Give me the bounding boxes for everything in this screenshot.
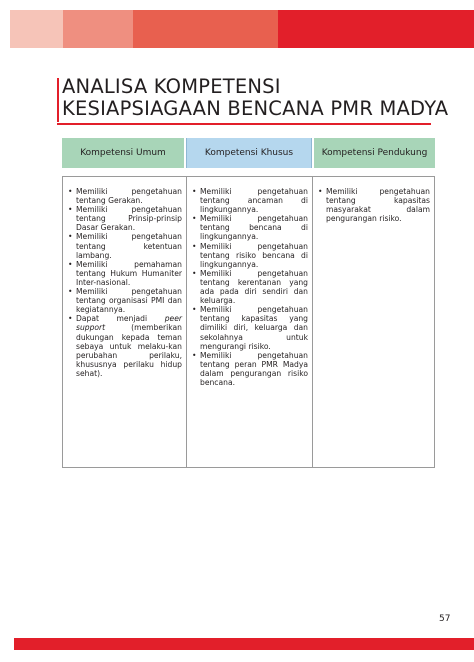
band-segment-2 bbox=[63, 10, 133, 48]
list-item: • Memiliki pengetahuan tentang peran PMR Madya dalam pengurangan risiko bencana. bbox=[192, 351, 308, 387]
list-item: • Memiliki pengetahuan tentang kapasitas masyarakat dalam pengurangan risiko. bbox=[318, 187, 430, 223]
umum-list bbox=[68, 187, 182, 378]
list-item: • Memiliki pengetahuan tentang ancaman di lingkungannya. bbox=[192, 187, 308, 214]
header-kompetensi-umum: Kompetensi Umum bbox=[62, 138, 186, 168]
header-kompetensi-khusus: Kompetensi Khusus bbox=[186, 138, 312, 168]
table-header-row bbox=[62, 138, 435, 168]
list-item: • Memiliki pengetahuan tentang kapasitas yang dimiliki diri, keluarga dan sekolahnya untuk mengurangi risiko. bbox=[192, 305, 308, 350]
title-underline bbox=[57, 123, 431, 125]
peer-support-suffix: (memberikan dukungan kepada teman sebaya untuk melaku-kan perubahan perilaku, khususnya perilaku hidup sehat). bbox=[76, 323, 182, 378]
band-segment-3 bbox=[133, 10, 278, 48]
column-kompetensi-pendukung bbox=[313, 177, 434, 467]
list-item bbox=[68, 314, 182, 378]
page-title-line-1: ANALISA KOMPETENSI bbox=[62, 75, 281, 98]
peer-support-term: peer support bbox=[76, 314, 182, 333]
list-item: • Memiliki pemahaman tentang Hukum Humaniter Inter-nasional. bbox=[68, 260, 182, 287]
peer-support-prefix: Dapat menjadi bbox=[76, 314, 165, 324]
column-kompetensi-umum bbox=[63, 177, 187, 467]
page-title-line-2: KESIAPSIAGAAN BENCANA PMR MADYA bbox=[62, 97, 449, 120]
list-item: • Memiliki pengetahuan tentang ketentuan lambang. bbox=[68, 232, 182, 259]
header-kompetensi-pendukung: Kompetensi Pendukung bbox=[312, 138, 435, 168]
column-kompetensi-khusus bbox=[187, 177, 313, 467]
page-title bbox=[62, 76, 448, 120]
table-body bbox=[62, 176, 435, 468]
pendukung-list bbox=[318, 187, 430, 223]
list-item: • Memiliki pengetahuan tentang Prinsip-prinsip Dasar Gerakan. bbox=[68, 205, 182, 232]
list-item: • Memiliki pengetahuan tentang risiko bencana di lingkungannya. bbox=[192, 242, 308, 269]
title-accent-rule bbox=[57, 78, 59, 122]
list-item: • Memiliki pengetahuan tentang bencana di lingkungannya. bbox=[192, 214, 308, 241]
list-item: • Memiliki pengetahuan tentang organisasi PMI dan kegiatannya. bbox=[68, 287, 182, 314]
page-number: 57 bbox=[439, 614, 451, 624]
list-item: • Memiliki pengetahuan tentang kerentanan yang ada pada diri sendiri dan keluarga. bbox=[192, 269, 308, 305]
list-item: • Memiliki pengetahuan tentang Gerakan. bbox=[68, 187, 182, 205]
khusus-list bbox=[192, 187, 308, 387]
competency-table bbox=[62, 138, 435, 468]
bottom-color-band bbox=[14, 638, 474, 650]
band-segment-4 bbox=[278, 10, 474, 48]
top-color-band bbox=[10, 10, 474, 48]
band-segment-1 bbox=[10, 10, 63, 48]
